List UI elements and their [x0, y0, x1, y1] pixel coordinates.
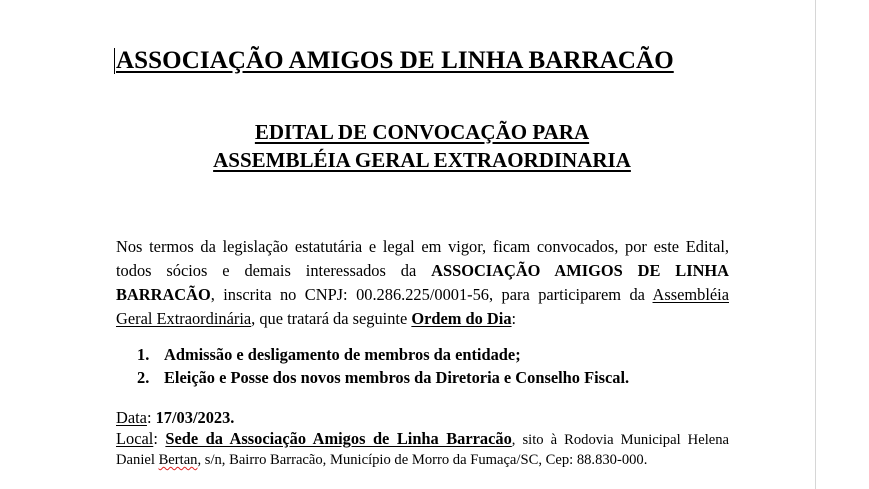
location-separator: :	[153, 429, 166, 448]
notice-heading	[116, 118, 728, 174]
date-label: Data	[116, 408, 147, 427]
date-line	[116, 407, 234, 429]
para-order-of-day: Ordem do Dia	[411, 309, 512, 328]
convocation-paragraph	[116, 235, 729, 331]
location-paragraph	[116, 429, 729, 470]
location-spellcheck-word: Bertan	[158, 452, 198, 468]
agenda-item-number: 2.	[137, 368, 150, 387]
date-value: 17/03/2023.	[155, 408, 235, 427]
para-org-name: ASSOCIAÇÃO AMIGOS DE LINHA BARRACÃO	[116, 261, 730, 304]
agenda-item-text: Eleição e Posse dos novos membros da Diretoria e Conselho Fiscal.	[164, 368, 630, 387]
para-text-3: , que tratará da seguinte	[251, 309, 412, 328]
para-text-1: Nos termos da legislação estatutária e legal em vigor, ficam convocados, por este Edital, todos sócios e demais interessados da	[116, 237, 729, 280]
para-assembly-name: Assembléia Geral Extraordinária	[116, 285, 729, 328]
agenda-item-number: 1.	[137, 345, 150, 364]
para-text-4: :	[511, 309, 517, 328]
agenda-item	[137, 343, 737, 366]
organization-title: ASSOCIAÇÃO AMIGOS DE LINHA BARRACÃO	[116, 47, 674, 74]
text-cursor	[114, 48, 115, 74]
location-place: Sede da Associação Amigos de Linha Barracão	[165, 429, 512, 448]
notice-heading-line2: ASSEMBLÉIA GERAL EXTRAORDINARIA	[213, 148, 631, 172]
agenda-list	[137, 343, 737, 389]
date-separator: :	[146, 408, 156, 427]
agenda-item-text: Admissão e desligamento de membros da entidade;	[164, 345, 521, 364]
location-text-2: , s/n, Bairro Barracão, Município de Morro da Fumaça/SC, Cep: 88.830-000.	[197, 452, 648, 468]
location-text-1: , sito à Rodovia Municipal Helena Daniel	[116, 432, 729, 468]
location-label: Local	[116, 429, 154, 448]
notice-heading-line1: EDITAL DE CONVOCAÇÃO PARA	[254, 120, 590, 144]
agenda-item	[137, 366, 737, 389]
para-text-2: , inscrita no CNPJ: 00.286.225/0001-56, para participarem da	[210, 285, 653, 304]
